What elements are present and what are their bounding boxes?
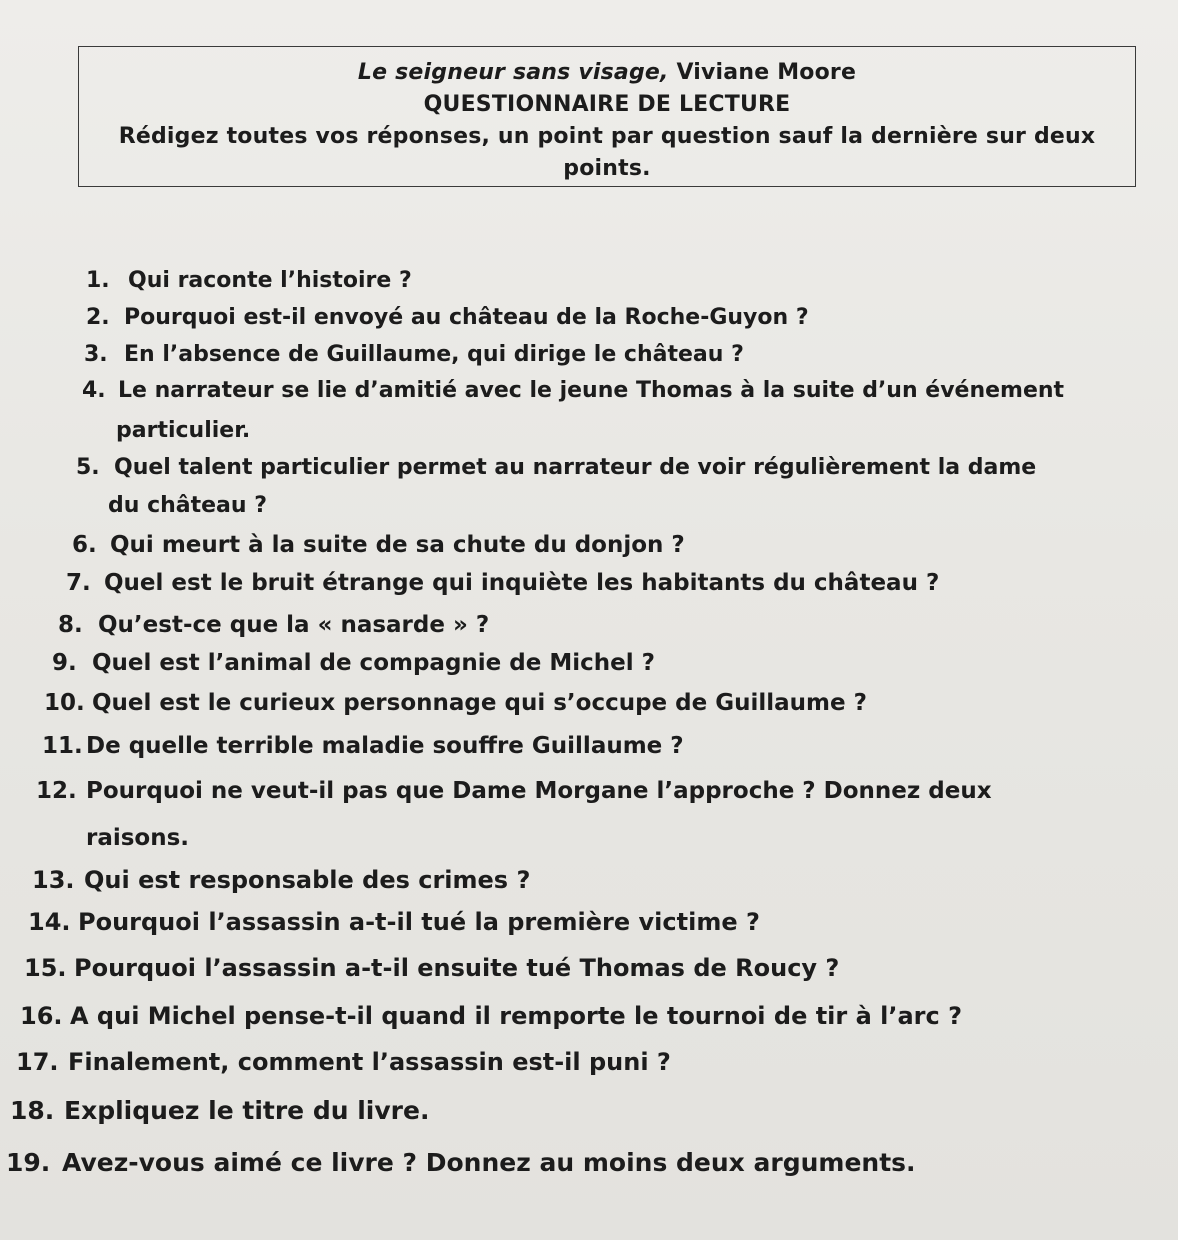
question-number: 7. (66, 570, 91, 596)
author-name: Viviane Moore (676, 60, 857, 85)
question-text: Qu’est-ce que la « nasarde » ? (98, 612, 490, 638)
question-text: A qui Michel pense-t-il quand il remporte le tournoi de tir à l’arc ? (70, 1002, 963, 1030)
question-number: 14. (28, 908, 71, 936)
question-text: Pourquoi ne veut-il pas que Dame Morgane l’approche ? Donnez deux (86, 778, 992, 804)
question-number: 5. (76, 455, 100, 480)
question-item (16, 1048, 671, 1076)
question-number: 11. (42, 733, 83, 759)
question-number: 6. (72, 532, 97, 558)
question-text: Avez-vous aimé ce livre ? Donnez au moins deux arguments. (62, 1148, 916, 1177)
question-item (36, 778, 992, 804)
question-text: Le narrateur se lie d’amitié avec le jeune Thomas à la suite d’un événement (118, 378, 1065, 403)
question-continuation (86, 825, 189, 851)
question-text: Quel talent particulier permet au narrateur de voir régulièrement la dame (114, 455, 1037, 480)
question-number: 9. (52, 650, 77, 676)
question-item (32, 866, 530, 894)
question-number: 17. (16, 1048, 59, 1076)
question-item (24, 954, 839, 982)
question-text: Quel est le curieux personnage qui s’occupe de Guillaume ? (92, 690, 867, 716)
question-number: 1. (86, 268, 110, 293)
question-number: 13. (32, 866, 75, 894)
question-item (42, 733, 684, 759)
question-number: 18. (10, 1096, 55, 1125)
book-title: Le seigneur sans visage, (357, 60, 669, 85)
question-text: De quelle terrible maladie souffre Guillaume ? (86, 733, 684, 759)
question-item (84, 342, 744, 367)
question-text-continued: du château ? (108, 493, 267, 518)
question-number: 2. (86, 305, 110, 330)
question-text: Quel est le bruit étrange qui inquiète les habitants du château ? (104, 570, 940, 596)
question-item (72, 532, 685, 558)
question-number: 15. (24, 954, 67, 982)
question-item (10, 1096, 429, 1125)
question-number: 16. (20, 1002, 63, 1030)
question-item (86, 305, 809, 330)
question-item (82, 378, 1064, 403)
question-item (28, 908, 760, 936)
question-text-continued: raisons. (86, 825, 190, 851)
question-item (52, 650, 655, 676)
question-number: 3. (84, 342, 108, 367)
question-number: 19. (6, 1148, 51, 1177)
document-title: QUESTIONNAIRE DE LECTURE (423, 92, 791, 117)
question-number: 12. (36, 778, 77, 804)
question-text: Expliquez le titre du livre. (64, 1096, 430, 1125)
question-text: Pourquoi l’assassin a-t-il tué la première victime ? (78, 908, 760, 936)
question-text: Pourquoi l’assassin a-t-il ensuite tué Thomas de Roucy ? (74, 954, 840, 982)
question-text: Qui raconte l’histoire ? (128, 268, 412, 293)
question-text-continued: particulier. (116, 418, 251, 443)
question-text: Finalement, comment l’assassin est-il puni ? (68, 1048, 671, 1076)
instructions-line-2: points. (563, 156, 651, 181)
question-item (20, 1002, 962, 1030)
question-number: 8. (58, 612, 83, 638)
question-item (86, 268, 412, 293)
question-item (76, 455, 1036, 480)
question-item (58, 612, 489, 638)
instructions-line-1: Rédigez toutes vos réponses, un point par question sauf la dernière sur deux (118, 124, 1096, 149)
question-item (66, 570, 939, 596)
question-number: 4. (82, 378, 106, 403)
question-text: Qui est responsable des crimes ? (84, 866, 531, 894)
question-text: Qui meurt à la suite de sa chute du donjon ? (110, 532, 685, 558)
question-item (6, 1148, 916, 1177)
question-text: En l’absence de Guillaume, qui dirige le château ? (124, 342, 744, 367)
question-continuation (116, 418, 250, 443)
question-text: Pourquoi est-il envoyé au château de la Roche-Guyon ? (124, 305, 809, 330)
question-number: 10. (44, 690, 85, 716)
question-continuation (108, 493, 267, 518)
question-text: Quel est l’animal de compagnie de Michel ? (92, 650, 655, 676)
question-item (44, 690, 867, 716)
